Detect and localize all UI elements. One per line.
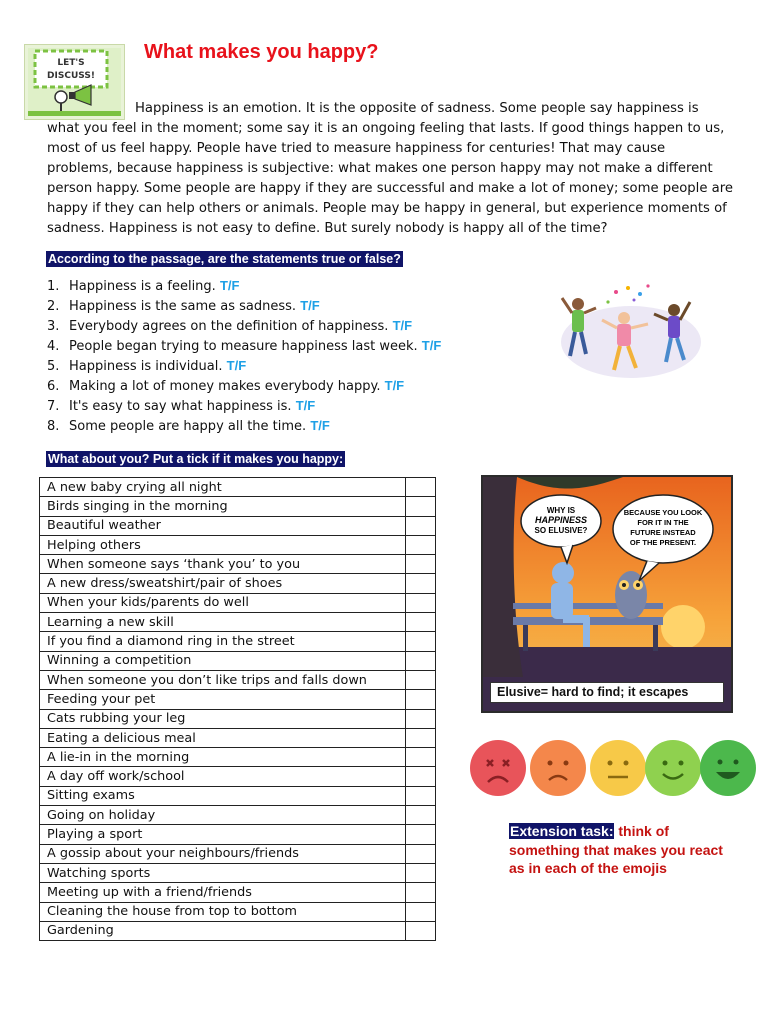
comic-illustration xyxy=(481,475,733,713)
statement-number: 7. xyxy=(47,399,60,414)
tick-box[interactable] xyxy=(406,478,436,497)
tick-box[interactable] xyxy=(406,651,436,670)
table-row xyxy=(40,651,436,670)
item-label: Gardening xyxy=(40,921,406,940)
true-false-option[interactable]: T/F xyxy=(295,398,316,413)
true-false-option[interactable]: T/F xyxy=(219,278,240,293)
tick-box[interactable] xyxy=(406,555,436,574)
comic-bubble-left-line: WHY IS xyxy=(546,506,576,515)
extension-task-label: Extension task: xyxy=(510,823,614,839)
table-row xyxy=(40,555,436,574)
tick-box[interactable] xyxy=(406,690,436,709)
table-row xyxy=(40,883,436,902)
item-label: Playing a sport xyxy=(40,825,406,844)
statement-text: Happiness is a feeling. xyxy=(69,279,216,294)
table-row xyxy=(40,825,436,844)
item-label: Helping others xyxy=(40,535,406,554)
tick-box[interactable] xyxy=(406,767,436,786)
statement-item xyxy=(47,398,315,414)
passage-line: most of us feel happy. People have tried to measure happiness for centuries! That may cause xyxy=(47,141,666,156)
table-row xyxy=(40,921,436,940)
item-label: If you find a diamond ring in the street xyxy=(40,632,406,651)
tick-box[interactable] xyxy=(406,632,436,651)
comic-caption: Elusive= hard to find; it escapes xyxy=(490,682,724,703)
passage-line: problems, because happiness is subjective: what makes one person happy may not make a different xyxy=(47,161,713,176)
item-label: When someone you don’t like trips and falls down xyxy=(40,670,406,689)
tick-box[interactable] xyxy=(406,497,436,516)
comic-bubble-right-line: FUTURE INSTEAD xyxy=(630,528,696,537)
true-false-option[interactable]: T/F xyxy=(384,378,405,393)
item-label: A lie-in in the morning xyxy=(40,748,406,767)
tick-box[interactable] xyxy=(406,806,436,825)
statement-number: 1. xyxy=(47,279,60,294)
statement-text: It's easy to say what happiness is. xyxy=(69,399,292,414)
tick-box[interactable] xyxy=(406,670,436,689)
table-row xyxy=(40,748,436,767)
page-title: What makes you happy? xyxy=(144,41,379,63)
statement-text: Some people are happy all the time. xyxy=(69,419,307,434)
true-false-option[interactable]: T/F xyxy=(421,338,442,353)
item-label: Cats rubbing your leg xyxy=(40,709,406,728)
table-row xyxy=(40,690,436,709)
true-false-option[interactable]: T/F xyxy=(310,418,330,433)
statement-number: 5. xyxy=(47,359,60,374)
comic-bubble-left-line: HAPPINESS xyxy=(534,515,588,525)
table-row xyxy=(40,863,436,882)
tick-box[interactable] xyxy=(406,574,436,593)
very-happy-emoji-icon xyxy=(700,740,756,796)
logo-text-line1: LET'S xyxy=(57,58,85,68)
statement-item xyxy=(47,298,320,314)
passage-line: what you feel in the moment; some say it is an ongoing feeling that lasts. If good things happen to us, xyxy=(47,121,725,136)
comic-bubble-right-line: OF THE PRESENT. xyxy=(629,538,697,547)
table-row xyxy=(40,786,436,805)
item-label: When your kids/parents do well xyxy=(40,593,406,612)
table-row xyxy=(40,902,436,921)
statement-item xyxy=(47,318,412,334)
item-label: Sitting exams xyxy=(40,786,406,805)
passage-line: sadness. Happiness is not easy to define. But surely nobody is happy all of the time? xyxy=(47,221,608,236)
comic-bubble-left-line: SO ELUSIVE? xyxy=(534,526,588,535)
table-row xyxy=(40,497,436,516)
tick-box[interactable] xyxy=(406,748,436,767)
table-row xyxy=(40,478,436,497)
statement-number: 3. xyxy=(47,319,60,334)
item-label: Cleaning the house from top to bottom xyxy=(40,902,406,921)
passage-line: person happy. Some people are happy if they are successful and make a lot of money; some people are xyxy=(47,181,733,196)
item-label: When someone says ‘thank you’ to you xyxy=(40,555,406,574)
sad-emoji-icon xyxy=(530,740,586,796)
table-row xyxy=(40,806,436,825)
statement-item xyxy=(47,378,404,394)
tick-box[interactable] xyxy=(406,709,436,728)
statement-number: 2. xyxy=(47,299,60,314)
true-false-option[interactable]: T/F xyxy=(392,318,413,333)
item-label: Eating a delicious meal xyxy=(40,728,406,747)
tick-box[interactable] xyxy=(406,728,436,747)
tick-box[interactable] xyxy=(406,786,436,805)
statement-number: 4. xyxy=(47,339,60,354)
tick-box[interactable] xyxy=(406,516,436,535)
extension-task xyxy=(509,822,729,878)
statement-text: Happiness is individual. xyxy=(69,359,223,374)
tick-box[interactable] xyxy=(406,844,436,863)
tick-box[interactable] xyxy=(406,535,436,554)
table-row xyxy=(40,767,436,786)
megaphone-icon xyxy=(25,45,124,119)
item-label: Birds singing in the morning xyxy=(40,497,406,516)
owl-bench-scene xyxy=(483,477,731,711)
tick-box[interactable] xyxy=(406,921,436,940)
true-false-option[interactable]: T/F xyxy=(300,298,320,313)
item-label: Meeting up with a friend/friends xyxy=(40,883,406,902)
lets-discuss-logo xyxy=(24,44,125,120)
table-row xyxy=(40,670,436,689)
tick-box[interactable] xyxy=(406,613,436,632)
table-row xyxy=(40,535,436,554)
extension-task-text: think of something that makes you react as in each of the emojis xyxy=(509,823,723,876)
passage-line: Happiness is an emotion. It is the opposite of sadness. Some people say happiness is xyxy=(135,101,699,116)
tick-table xyxy=(39,477,436,941)
logo-text-line2: DISCUSS! xyxy=(47,71,95,81)
statement-number: 8. xyxy=(47,419,60,434)
item-label: Learning a new skill xyxy=(40,613,406,632)
item-label: A new baby crying all night xyxy=(40,478,406,497)
true-false-header: According to the passage, are the statements true or false? xyxy=(48,252,401,266)
table-row xyxy=(40,516,436,535)
happy-emoji-icon xyxy=(645,740,701,796)
table-row xyxy=(40,574,436,593)
comic-bubble-right-line: BECAUSE YOU LOOK xyxy=(623,508,703,517)
tick-list-header: What about you? Put a tick if it makes you happy: xyxy=(48,452,344,466)
table-row xyxy=(40,844,436,863)
item-label: Winning a competition xyxy=(40,651,406,670)
statement-item xyxy=(47,278,239,294)
item-label: Feeding your pet xyxy=(40,690,406,709)
tick-box[interactable] xyxy=(406,863,436,882)
statement-item xyxy=(47,418,330,434)
statement-text: Everybody agrees on the definition of happiness. xyxy=(69,319,389,334)
comic-bubble-right-line: FOR IT IN THE xyxy=(637,518,689,527)
table-row xyxy=(40,613,436,632)
item-label: A day off work/school xyxy=(40,767,406,786)
statement-text: People began trying to measure happiness last week. xyxy=(69,339,418,354)
statement-number: 6. xyxy=(47,379,60,394)
statement-item xyxy=(47,338,441,354)
very-sad-emoji-icon xyxy=(470,740,526,796)
table-row xyxy=(40,593,436,612)
item-label: Beautiful weather xyxy=(40,516,406,535)
table-row xyxy=(40,709,436,728)
tick-box[interactable] xyxy=(406,883,436,902)
item-label: Watching sports xyxy=(40,863,406,882)
statement-text: Happiness is the same as sadness. xyxy=(69,299,297,314)
table-row xyxy=(40,632,436,651)
statement-item xyxy=(47,358,246,374)
passage-line: happy if they can help others or animals. People may be happy in general, but experience moments of xyxy=(47,201,727,216)
neutral-emoji-icon xyxy=(590,740,646,796)
true-false-option[interactable]: T/F xyxy=(226,358,247,373)
table-row xyxy=(40,728,436,747)
tick-box[interactable] xyxy=(406,902,436,921)
item-label: Going on holiday xyxy=(40,806,406,825)
item-label: A gossip about your neighbours/friends xyxy=(40,844,406,863)
statement-text: Making a lot of money makes everybody happy. xyxy=(69,379,381,394)
tick-box[interactable] xyxy=(406,593,436,612)
dancing-people-illustration xyxy=(556,280,701,380)
item-label: A new dress/sweatshirt/pair of shoes xyxy=(40,574,406,593)
tick-box[interactable] xyxy=(406,825,436,844)
